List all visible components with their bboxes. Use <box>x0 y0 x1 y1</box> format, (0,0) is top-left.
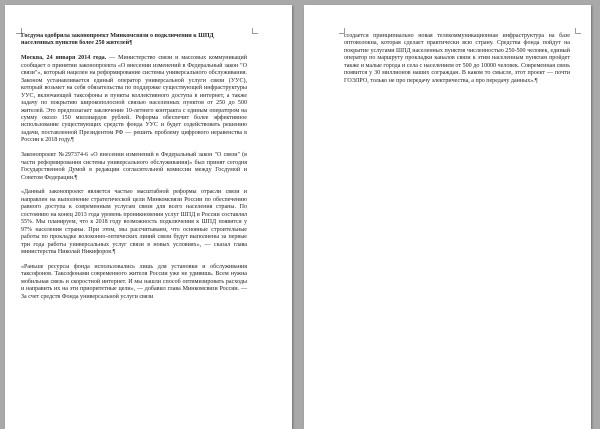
page-text-right[interactable] <box>344 33 570 85</box>
paragraph-1: Москва, 24 января 2014 года. — Министерство связи и массовых коммуникаций сообщает о принятии законопроекта «О внесении изменений в Федеральный закон "О связи"», который нацелен на реформирование системы универсального обслуживания. Законом устанавливается единый оператор универсальной услуги связи (УУС), который возьмет на себя обязательства по поддержке существующей инфраструктуры УУС, включающей таксофоны и пункты коллективного доступа в интернет, а также задачу по покрытию широкополосной связью населенных пунктов от 250 до 500 жителей. Это предполагает заключение 10-летнего контракта с единым оператором на сумму около 150 миллиардов рублей. Реформа обеспечит более эффективное использование существующих средств фонда УУС и будет содействовать решению задачи, поставленной Президентом РФ — решить проблему цифрового неравенства в России к 2018 году.¶ <box>21 55 247 144</box>
paragraph-2: Законопроект №297374-6 «О внесении изменений в Федеральный закон "О связи" (в части реформирования системы универсального обслуживания)» был принят сегодня Государственной Думой в редакции согласительной комиссии между Госдумой и Советом Федерации.¶ <box>21 152 247 181</box>
document-page-left <box>5 5 292 429</box>
margin-mark-top-right <box>252 28 258 34</box>
paragraph-3: «Данный законопроект является частью масштабной реформы отрасли связи и направлен на выполнение стратегической цели Минкомсвязи России по обеспечению равного доступа к современным услугам связи для всего населения страны. По состоянию на конец 2013 года уровень проникновения услуг ШПД в России составлял 55%. Мы планируем, что к 2018 году возможность подключения к ШПД появится у 97% населения страны. При этом, мы рассчитываем, что основные строительные работы по прокладке волоконно-оптических линий связи будут выполнены за первые три года работы универсальных услуг связи в новых условиях», — сказал глава министерства Николай Никифоров.¶ <box>21 189 247 256</box>
document-title: Госдума одобрила законопроект Минкомсвязи о подключении к ШПД населенных пунктов более 250 жителей¶ <box>21 33 214 47</box>
paragraph-4: «Раньше ресурсы фонда использовались лишь для установки и обслуживания таксофонов. Таксофонами современного жителя России уже не удивишь. Всем нужна мобильная связь и скоростной интернет. И мы нашли способ оптимизировать расходы и направить их на эти приоритетные цели», — добавил глава Минкомсвязи России. — За счет средств Фонда универсальной услуги связи <box>21 263 247 300</box>
page-text-left[interactable] <box>21 33 247 301</box>
dateline: Москва, 24 января 2014 года. <box>21 55 107 62</box>
document-page-right <box>304 5 591 429</box>
paragraph-5: создается принципиально новая телекоммуникационная инфраструктура на базе оптоволокна, которая сделает практически всю страну. Средства фонда пойдут на покрытие услугами ШПД населенных пунктов численностью 250-500 человек, единый оператор по маршруту прокладки каналов связи к этим населенным пунктам пройдет также и малые города и села с населением от 500 до 10000 человек. Современная связь появится у 30 миллионов наших сограждан. В каком то смысле, этот проект — почти ГОЭЛРО, только не про передачу электричества, а про передачу данных».¶ <box>344 33 570 84</box>
margin-mark-top-right-2 <box>575 28 581 34</box>
